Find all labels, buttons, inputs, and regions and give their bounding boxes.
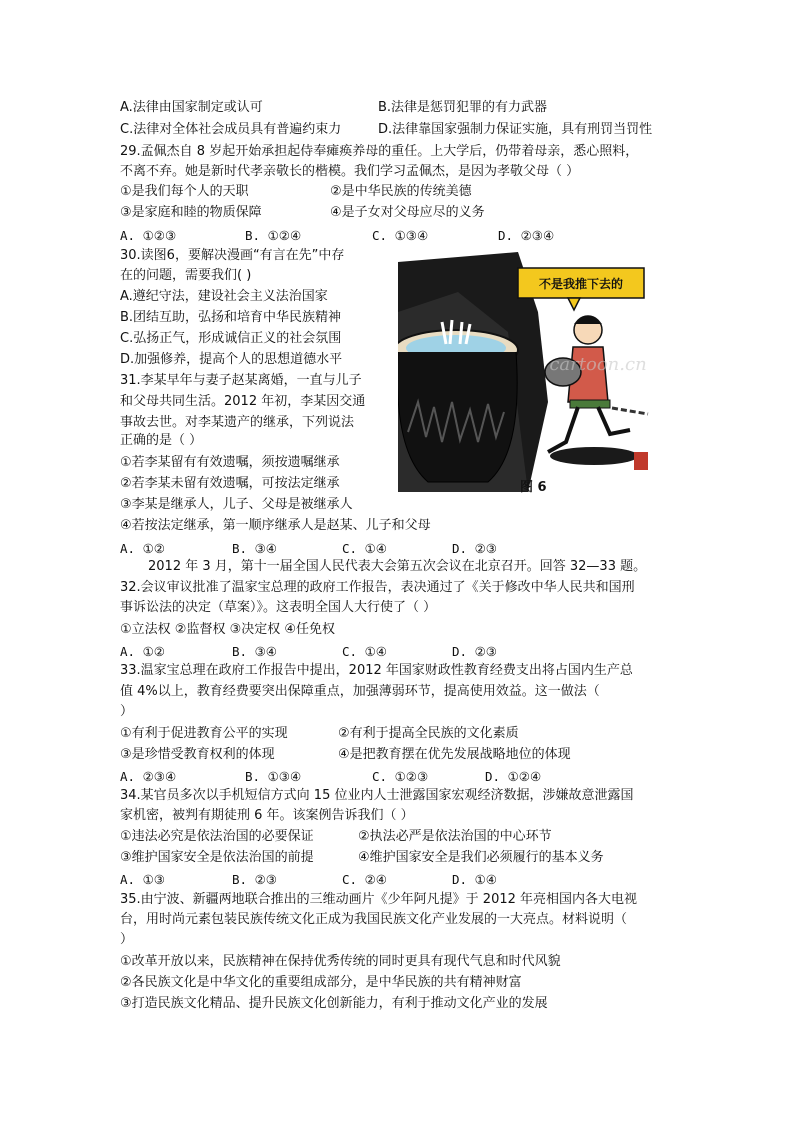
q34-stem: 34.某官员多次以手机短信方式向 15 位业内人士泄露国家宏观经济数据，涉嫌故意泄露国 (120, 788, 634, 803)
q33-answer-a: A. ②③④ (120, 769, 177, 784)
speech-bubble-text: 不是我推下去的 (538, 277, 624, 291)
q32-stem: 事诉讼法的决定（草案）》。这表明全国人大行使了（ ） (120, 600, 437, 615)
q28-option-b: B.法律是惩罚犯罪的有力武器 (378, 100, 548, 115)
q34-answer-d: D. ①④ (452, 872, 497, 887)
q29-answer-c: C. ①③④ (372, 228, 429, 243)
q32-answer-c: C. ①④ (342, 644, 387, 659)
q30-option-a: A.遵纪守法，建设社会主义法治国家 (120, 289, 328, 304)
q31-answer-a: A. ①② (120, 541, 165, 556)
q31-stem: 事故去世。对李某遗产的继承，下列说法 (120, 415, 355, 430)
q30-stem: 在的问题，需要我们( ) (120, 268, 252, 283)
q33-stem: 33.温家宝总理在政府工作报告中提出，2012 年国家财政性教育经费支出将占国内生产总 (120, 663, 633, 678)
q33-answer-c: C. ①②③ (372, 769, 429, 784)
q35-statement-1: ①改革开放以来，民族精神在保持优秀传统的同时更具有现代气息和时代风貌 (120, 954, 561, 969)
q34-statement-4: ④维护国家安全是我们必须履行的基本义务 (358, 850, 604, 865)
q33-statement-4: ④是把教育摆在优先发展战略地位的体现 (338, 747, 571, 762)
q35-stem: 台，用时尚元素包装民族传统文化正成为我国民族文化产业发展的一大亮点。材料说明（ (120, 912, 628, 927)
q32-stem: 32.会议审议批准了温家宝总理的政府工作报告，表决通过了《关于修改中华人民共和国刑 (120, 580, 635, 595)
q31-answer-c: C. ①④ (342, 541, 387, 556)
q33-statement-2: ②有利于提高全民族的文化素质 (338, 726, 519, 741)
q33-statement-3: ③是珍惜受教育权利的体现 (120, 747, 275, 762)
q29-statement-4: ④是子女对父母应尽的义务 (330, 205, 485, 220)
q34-answer-c: C. ②④ (342, 872, 387, 887)
q32-statements: ①立法权 ②监督权 ③决定权 ④任免权 (120, 622, 336, 637)
q30-option-d: D.加强修养，提高个人的思想道德水平 (120, 352, 343, 367)
q33-answer-d: D. ①②④ (485, 769, 542, 784)
q34-stem: 家机密，被判有期徒刑 6 年。该案例告诉我们（ ） (120, 808, 414, 823)
q28-option-a: A.法律由国家制定或认可 (120, 100, 263, 115)
q31-stem: 正确的是（ ） (120, 433, 203, 448)
q32-answer-d: D. ②③ (452, 644, 497, 659)
q35-statement-3: ③打造民族文化精品、提升民族文化创新能力，有利于推动文化产业的发展 (120, 996, 548, 1011)
q33-stem: ） (120, 704, 134, 719)
q29-statement-2: ②是中华民族的传统美德 (330, 184, 472, 199)
q28-option-c: C.法律对全体社会成员具有普遍约束力 (120, 122, 342, 137)
q31-answer-d: D. ②③ (452, 541, 497, 556)
q31-stem: 和父母共同生活。2012 年初，李某因交通 (120, 394, 366, 409)
q34-answer-b: B. ②③ (232, 872, 277, 887)
watermark-text: cartoon.cn (549, 354, 647, 375)
q30-option-c: C.弘扬正气，形成诚信正义的社会氛围 (120, 331, 342, 346)
q31-answer-b: B. ③④ (232, 541, 277, 556)
q35-stem: ） (120, 932, 134, 947)
q29-answer-a: A. ①②③ (120, 228, 177, 243)
figure-caption: 图 6 (520, 480, 547, 495)
q35-statement-2: ②各民族文化是中华文化的重要组成部分，是中华民族的共有精神财富 (120, 975, 522, 990)
q30-option-b: B.团结互助，弘扬和培育中华民族精神 (120, 310, 342, 325)
q29-answer-b: B. ①②④ (245, 228, 302, 243)
q31-statement-1: ①若李某留有有效遗嘱，须按遗嘱继承 (120, 455, 340, 470)
q32-answer-b: B. ③④ (232, 644, 277, 659)
q33-statement-1: ①有利于促进教育公平的实现 (120, 726, 288, 741)
q29-answer-d: D. ②③④ (498, 228, 555, 243)
section-intro: 2012 年 3 月，第十一届全国人民代表大会第五次会议在北京召开。回答 32—33 题。 (148, 559, 647, 574)
q32-answer-a: A. ①② (120, 644, 165, 659)
q31-statement-4: ④若按法定继承，第一顺序继承人是赵某、儿子和父母 (120, 518, 431, 533)
q31-statement-2: ②若李某未留有效遗嘱，可按法定继承 (120, 476, 340, 491)
q35-stem: 35.由宁波、新疆两地联合推出的三维动画片《少年阿凡提》于 2012 年亮相国内各大电视 (120, 892, 638, 907)
q29-stem: 不离不弃。她是新时代孝亲敬长的楷模。我们学习孟佩杰，是因为孝敬父母（ ） (120, 164, 580, 179)
q34-statement-2: ②执法必严是依法治国的中心环节 (358, 829, 552, 844)
q34-answer-a: A. ①③ (120, 872, 165, 887)
q29-stem: 29.孟佩杰自 8 岁起开始承担起侍奉瘫痪养母的重任。上大学后，仍带着母亲，悉心照料， (120, 144, 639, 159)
q33-stem: 值 4%以上，教育经费要突出保障重点，加强薄弱环节，提高使用效益。这一做法（ (120, 684, 600, 699)
q34-statement-3: ③维护国家安全是依法治国的前提 (120, 850, 314, 865)
q31-stem: 31.李某早年与妻子赵某离婚，一直与儿子 (120, 373, 362, 388)
q34-statement-1: ①违法必究是依法治国的必要保证 (120, 829, 314, 844)
q31-statement-3: ③李某是继承人，儿子、父母是被继承人 (120, 497, 353, 512)
q29-statement-1: ①是我们每个人的天职 (120, 184, 249, 199)
cartoon-figure (398, 252, 660, 492)
q28-option-d: D.法律靠国家强制力保证实施，具有刑罚当罚性 (378, 122, 653, 137)
q33-answer-b: B. ①③④ (245, 769, 302, 784)
q30-stem: 30.读图6，要解决漫画“有言在先”中存 (120, 248, 345, 263)
q29-statement-3: ③是家庭和睦的物质保障 (120, 205, 262, 220)
